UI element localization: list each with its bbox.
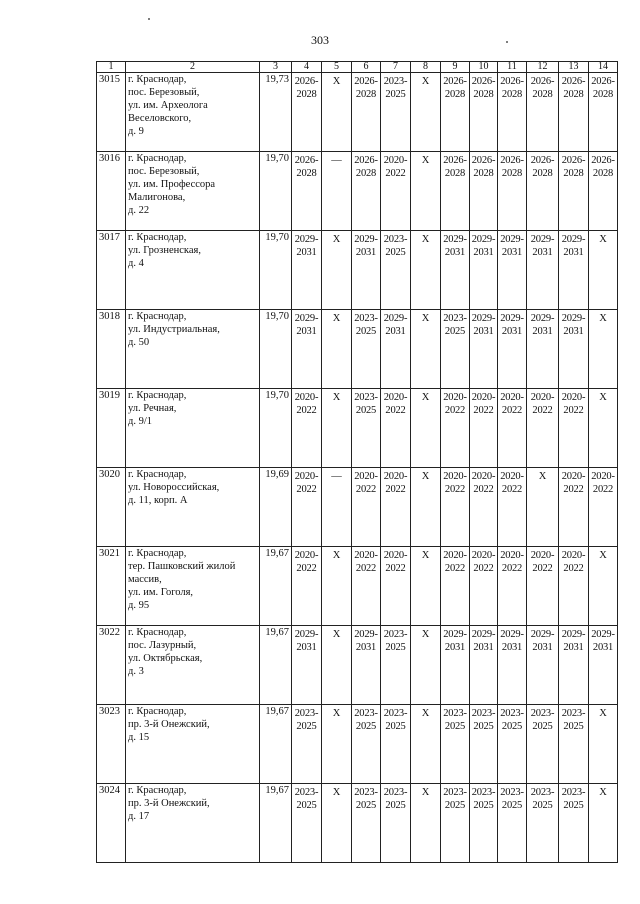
address-cell — [126, 152, 260, 231]
address-line: ул. Речная, — [128, 403, 177, 414]
period-cell: 2026- 2028 — [292, 152, 322, 231]
period-cell: 2020- 2022 — [498, 468, 527, 547]
period-cell: 2026- 2028 — [589, 73, 618, 152]
address-line: ул. Индустриальная, — [128, 324, 220, 335]
period-cell: 2029- 2031 — [589, 626, 618, 705]
period-cell: 2023- 2025 — [498, 784, 527, 863]
address-cell — [126, 231, 260, 310]
period-cell: 2020- 2022 — [292, 547, 322, 626]
address-line: д. 95 — [128, 600, 150, 611]
period-cell: 2023- 2025 — [527, 705, 559, 784]
period-cell: 2029- 2031 — [559, 231, 589, 310]
period-cell: 2026- 2028 — [589, 152, 618, 231]
period-cell: 2023- 2025 — [292, 784, 322, 863]
period-cell: 2029- 2031 — [527, 626, 559, 705]
table-row — [97, 389, 618, 468]
address-line: пр. 3-й Онежский, — [128, 798, 210, 809]
address-cell — [126, 389, 260, 468]
period-cell: 2020- 2022 — [441, 468, 470, 547]
address-line: д. 22 — [128, 205, 150, 216]
address-line: г. Краснодар, — [128, 390, 187, 401]
mark-cell: X — [411, 152, 441, 231]
period-cell: 2029- 2031 — [470, 626, 498, 705]
period-cell: 2020- 2022 — [352, 468, 381, 547]
address-line: д. 9/1 — [128, 416, 153, 427]
page-number: 303 — [311, 33, 329, 47]
mark-cell: — — [322, 468, 352, 547]
area-value: 19,70 — [260, 310, 292, 389]
address-line: г. Краснодар, — [128, 311, 187, 322]
mark-cell: X — [411, 310, 441, 389]
table-row — [97, 73, 618, 152]
address-line: г. Краснодар, — [128, 153, 187, 164]
period-cell: 2023- 2025 — [527, 784, 559, 863]
address-line: Веселовского, — [128, 113, 192, 124]
period-cell: 2020- 2022 — [441, 547, 470, 626]
period-cell: 2020- 2022 — [559, 468, 589, 547]
mark-cell: X — [322, 705, 352, 784]
period-cell: 2023- 2025 — [352, 389, 381, 468]
period-cell: 2020- 2022 — [381, 468, 411, 547]
address-line: д. 17 — [128, 811, 150, 822]
address-line: ул. им. Гоголя, — [128, 587, 194, 598]
row-number: 3015 — [97, 73, 126, 152]
address-line: г. Краснодар, — [128, 627, 187, 638]
period-cell: 2026- 2028 — [498, 73, 527, 152]
column-number: 7 — [381, 62, 411, 73]
period-cell: 2023- 2025 — [352, 784, 381, 863]
period-cell: 2029- 2031 — [470, 310, 498, 389]
period-cell: 2029- 2031 — [352, 626, 381, 705]
row-number: 3023 — [97, 705, 126, 784]
period-cell: 2029- 2031 — [381, 310, 411, 389]
column-number: 9 — [441, 62, 470, 73]
address-line: Малигонова, — [128, 192, 186, 203]
mark-cell: X — [589, 310, 618, 389]
period-cell: 2029- 2031 — [441, 231, 470, 310]
address-line: г. Краснодар, — [128, 548, 187, 559]
period-cell: 2026- 2028 — [498, 152, 527, 231]
period-cell: 2026- 2028 — [470, 73, 498, 152]
address-line: г. Краснодар, — [128, 785, 187, 796]
column-number: 1 — [97, 62, 126, 73]
period-cell: 2023- 2025 — [498, 705, 527, 784]
period-cell: 2029- 2031 — [527, 310, 559, 389]
mark-cell: X — [589, 705, 618, 784]
column-number: 12 — [527, 62, 559, 73]
address-line: пос. Лазурный, — [128, 640, 197, 651]
table-row — [97, 626, 618, 705]
column-number: 5 — [322, 62, 352, 73]
period-cell: 2029- 2031 — [292, 310, 322, 389]
table-row — [97, 705, 618, 784]
mark-cell: X — [589, 547, 618, 626]
period-cell: 2020- 2022 — [292, 468, 322, 547]
mark-cell: X — [411, 547, 441, 626]
period-cell: 2029- 2031 — [498, 231, 527, 310]
period-cell: 2026- 2028 — [441, 73, 470, 152]
row-number: 3022 — [97, 626, 126, 705]
period-cell: 2029- 2031 — [559, 626, 589, 705]
period-cell: 2023- 2025 — [381, 784, 411, 863]
column-number: 6 — [352, 62, 381, 73]
address-cell — [126, 73, 260, 152]
table-row — [97, 310, 618, 389]
address-line: массив, — [128, 574, 162, 585]
address-line: г. Краснодар, — [128, 74, 187, 85]
address-cell — [126, 784, 260, 863]
column-number: 2 — [126, 62, 260, 73]
period-cell: 2026- 2028 — [559, 73, 589, 152]
period-cell: 2020- 2022 — [381, 389, 411, 468]
mark-cell: X — [411, 73, 441, 152]
mark-cell: X — [527, 468, 559, 547]
period-cell: 2020- 2022 — [559, 547, 589, 626]
mark-cell: X — [322, 547, 352, 626]
area-value: 19,67 — [260, 784, 292, 863]
address-line: ул. им. Профессора — [128, 179, 216, 190]
column-number: 10 — [470, 62, 498, 73]
area-value: 19,70 — [260, 389, 292, 468]
row-number: 3020 — [97, 468, 126, 547]
period-cell: 2026- 2028 — [527, 152, 559, 231]
period-cell: 2023- 2025 — [381, 231, 411, 310]
period-cell: 2023- 2025 — [441, 784, 470, 863]
period-cell: 2023- 2025 — [559, 784, 589, 863]
period-cell: 2026- 2028 — [352, 152, 381, 231]
mark-cell: X — [322, 389, 352, 468]
period-cell: 2029- 2031 — [498, 626, 527, 705]
register-table — [96, 61, 618, 863]
mark-cell: X — [322, 784, 352, 863]
row-number: 3016 — [97, 152, 126, 231]
area-value: 19,73 — [260, 73, 292, 152]
period-cell: 2026- 2028 — [441, 152, 470, 231]
address-line: ул. Новороссийская, — [128, 482, 220, 493]
period-cell: 2023- 2025 — [352, 705, 381, 784]
address-line: д. 9 — [128, 126, 144, 137]
period-cell: 2029- 2031 — [292, 231, 322, 310]
area-value: 19,67 — [260, 626, 292, 705]
mark-cell: X — [322, 310, 352, 389]
period-cell: 2023- 2025 — [352, 310, 381, 389]
table-row — [97, 784, 618, 863]
mark-cell: X — [411, 468, 441, 547]
row-number: 3017 — [97, 231, 126, 310]
column-number: 4 — [292, 62, 322, 73]
period-cell: 2020- 2022 — [498, 547, 527, 626]
period-cell: 2020- 2022 — [381, 547, 411, 626]
period-cell: 2029- 2031 — [498, 310, 527, 389]
area-value: 19,70 — [260, 152, 292, 231]
address-line: г. Краснодар, — [128, 706, 187, 717]
mark-cell: X — [411, 784, 441, 863]
row-number: 3024 — [97, 784, 126, 863]
address-line: г. Краснодар, — [128, 232, 187, 243]
period-cell: 2020- 2022 — [559, 389, 589, 468]
address-line: д. 11, корп. А — [128, 495, 188, 506]
column-number: 3 — [260, 62, 292, 73]
period-cell: 2020- 2022 — [527, 389, 559, 468]
address-line: ул. Октябрьская, — [128, 653, 203, 664]
period-cell: 2029- 2031 — [470, 231, 498, 310]
address-line: ул. Грозненская, — [128, 245, 201, 256]
row-number: 3018 — [97, 310, 126, 389]
period-cell: 2029- 2031 — [292, 626, 322, 705]
period-cell: 2023- 2025 — [381, 705, 411, 784]
scan-speck — [148, 18, 150, 20]
address-cell — [126, 547, 260, 626]
table-row — [97, 468, 618, 547]
mark-cell: X — [411, 626, 441, 705]
table-row — [97, 231, 618, 310]
address-line: г. Краснодар, — [128, 469, 187, 480]
table-row — [97, 547, 618, 626]
column-number: 8 — [411, 62, 441, 73]
area-value: 19,70 — [260, 231, 292, 310]
period-cell: 2020- 2022 — [527, 547, 559, 626]
mark-cell: X — [411, 705, 441, 784]
period-cell: 2023- 2025 — [441, 310, 470, 389]
period-cell: 2023- 2025 — [559, 705, 589, 784]
period-cell: 2023- 2025 — [470, 784, 498, 863]
period-cell: 2026- 2028 — [292, 73, 322, 152]
address-line: тер. Пашковский жилой — [128, 561, 236, 572]
mark-cell: — — [322, 152, 352, 231]
period-cell: 2029- 2031 — [559, 310, 589, 389]
period-cell: 2020- 2022 — [470, 547, 498, 626]
period-cell: 2026- 2028 — [352, 73, 381, 152]
period-cell: 2023- 2025 — [381, 73, 411, 152]
column-number: 11 — [498, 62, 527, 73]
period-cell: 2020- 2022 — [470, 389, 498, 468]
row-number: 3021 — [97, 547, 126, 626]
address-cell — [126, 468, 260, 547]
mark-cell: X — [411, 389, 441, 468]
row-number: 3019 — [97, 389, 126, 468]
address-line: пос. Березовый, — [128, 166, 200, 177]
period-cell: 2023- 2025 — [441, 705, 470, 784]
mark-cell: X — [589, 784, 618, 863]
address-cell — [126, 626, 260, 705]
column-number: 14 — [589, 62, 618, 73]
address-line: д. 4 — [128, 258, 144, 269]
column-number-row — [97, 62, 618, 73]
table-row — [97, 152, 618, 231]
area-value: 19,67 — [260, 705, 292, 784]
area-value: 19,69 — [260, 468, 292, 547]
period-cell: 2020- 2022 — [470, 468, 498, 547]
mark-cell: X — [411, 231, 441, 310]
period-cell: 2026- 2028 — [470, 152, 498, 231]
period-cell: 2023- 2025 — [470, 705, 498, 784]
period-cell: 2029- 2031 — [441, 626, 470, 705]
mark-cell: X — [322, 231, 352, 310]
period-cell: 2020- 2022 — [441, 389, 470, 468]
address-cell — [126, 705, 260, 784]
column-number: 13 — [559, 62, 589, 73]
period-cell: 2029- 2031 — [352, 231, 381, 310]
address-line: д. 15 — [128, 732, 150, 743]
period-cell: 2026- 2028 — [559, 152, 589, 231]
period-cell: 2020- 2022 — [352, 547, 381, 626]
address-line: пр. 3-й Онежский, — [128, 719, 210, 730]
period-cell: 2023- 2025 — [381, 626, 411, 705]
mark-cell: X — [322, 73, 352, 152]
address-line: ул. им. Археолога — [128, 100, 208, 111]
address-line: д. 3 — [128, 666, 144, 677]
mark-cell: X — [589, 389, 618, 468]
address-cell — [126, 310, 260, 389]
period-cell: 2020- 2022 — [292, 389, 322, 468]
period-cell: 2029- 2031 — [527, 231, 559, 310]
address-line: д. 50 — [128, 337, 150, 348]
period-cell: 2023- 2025 — [292, 705, 322, 784]
scan-speck — [506, 41, 508, 43]
address-line: пос. Березовый, — [128, 87, 200, 98]
period-cell: 2020- 2022 — [381, 152, 411, 231]
area-value: 19,67 — [260, 547, 292, 626]
mark-cell: X — [322, 626, 352, 705]
period-cell: 2020- 2022 — [589, 468, 618, 547]
period-cell: 2026- 2028 — [527, 73, 559, 152]
mark-cell: X — [589, 231, 618, 310]
period-cell: 2020- 2022 — [498, 389, 527, 468]
